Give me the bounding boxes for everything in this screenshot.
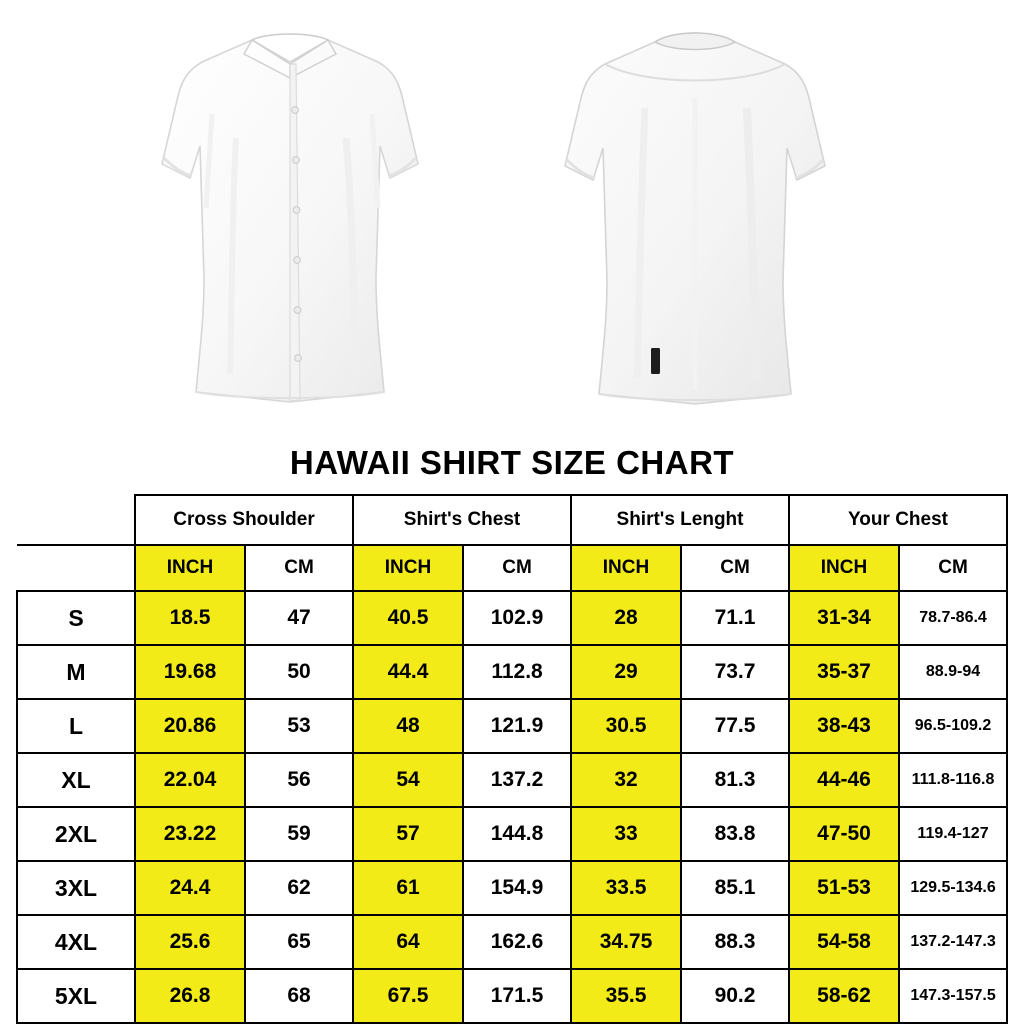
row-size-label: S (17, 591, 135, 645)
cell-length-inch: 35.5 (571, 969, 681, 1023)
unit-header-row (17, 545, 1007, 591)
group-header-shirts-chest: Shirt's Chest (353, 495, 571, 545)
cell-your-chest-cm: 96.5-109.2 (899, 699, 1007, 753)
cell-shoulder-cm: 65 (245, 915, 353, 969)
unit-header-length-inch: INCH (571, 545, 681, 591)
cell-your-chest-cm: 119.4-127 (899, 807, 1007, 861)
cell-your-chest-inch: 51-53 (789, 861, 899, 915)
cell-shoulder-inch: 23.22 (135, 807, 245, 861)
table-row (17, 807, 1007, 861)
group-header-your-chest: Your Chest (789, 495, 1007, 545)
cell-chest-cm: 121.9 (463, 699, 571, 753)
cell-chest-inch: 61 (353, 861, 463, 915)
table-row (17, 699, 1007, 753)
cell-shoulder-inch: 19.68 (135, 645, 245, 699)
table-row (17, 915, 1007, 969)
cell-your-chest-cm: 88.9-94 (899, 645, 1007, 699)
size-chart-table (16, 494, 1008, 1024)
cell-chest-cm: 154.9 (463, 861, 571, 915)
row-size-label: 4XL (17, 915, 135, 969)
cell-your-chest-cm: 129.5-134.6 (899, 861, 1007, 915)
cell-length-cm: 73.7 (681, 645, 789, 699)
cell-your-chest-inch: 44-46 (789, 753, 899, 807)
cell-length-inch: 29 (571, 645, 681, 699)
table-row (17, 645, 1007, 699)
size-rows (17, 591, 1007, 1023)
group-header-shirts-length: Shirt's Lenght (571, 495, 789, 545)
size-table-container (0, 494, 1024, 1024)
cell-chest-inch: 57 (353, 807, 463, 861)
cell-chest-inch: 48 (353, 699, 463, 753)
cell-chest-cm: 171.5 (463, 969, 571, 1023)
group-header-row (17, 495, 1007, 545)
cell-your-chest-cm: 111.8-116.8 (899, 753, 1007, 807)
cell-length-cm: 81.3 (681, 753, 789, 807)
cell-length-cm: 71.1 (681, 591, 789, 645)
cell-shoulder-inch: 25.6 (135, 915, 245, 969)
cell-length-inch: 33 (571, 807, 681, 861)
cell-chest-inch: 40.5 (353, 591, 463, 645)
cell-length-inch: 33.5 (571, 861, 681, 915)
row-size-label: 5XL (17, 969, 135, 1023)
cell-your-chest-cm: 78.7-86.4 (899, 591, 1007, 645)
unit-header-shoulder-cm: CM (245, 545, 353, 591)
cell-your-chest-inch: 31-34 (789, 591, 899, 645)
unit-header-your-chest-cm: CM (899, 545, 1007, 591)
cell-length-cm: 77.5 (681, 699, 789, 753)
cell-chest-cm: 112.8 (463, 645, 571, 699)
cell-length-inch: 34.75 (571, 915, 681, 969)
row-size-label: M (17, 645, 135, 699)
cell-length-inch: 28 (571, 591, 681, 645)
cell-shoulder-inch: 26.8 (135, 969, 245, 1023)
cell-chest-inch: 54 (353, 753, 463, 807)
unit-header-chest-inch: INCH (353, 545, 463, 591)
cell-chest-cm: 162.6 (463, 915, 571, 969)
cell-your-chest-inch: 47-50 (789, 807, 899, 861)
row-size-label: 2XL (17, 807, 135, 861)
cell-length-inch: 32 (571, 753, 681, 807)
cell-shoulder-inch: 22.04 (135, 753, 245, 807)
table-row (17, 969, 1007, 1023)
cell-shoulder-inch: 18.5 (135, 591, 245, 645)
cell-chest-inch: 64 (353, 915, 463, 969)
page-title: HAWAII SHIRT SIZE CHART (289, 444, 735, 481)
shirt-front-image (140, 18, 440, 423)
table-corner-cell (17, 495, 135, 545)
cell-shoulder-cm: 56 (245, 753, 353, 807)
cell-shoulder-cm: 47 (245, 591, 353, 645)
row-size-label: 3XL (17, 861, 135, 915)
cell-length-cm: 88.3 (681, 915, 789, 969)
cell-chest-cm: 144.8 (463, 807, 571, 861)
cell-chest-inch: 44.4 (353, 645, 463, 699)
cell-chest-inch: 67.5 (353, 969, 463, 1023)
unit-corner-cell (17, 545, 135, 591)
group-header-cross-shoulder: Cross Shoulder (135, 495, 353, 545)
cell-length-inch: 30.5 (571, 699, 681, 753)
cell-shoulder-cm: 53 (245, 699, 353, 753)
table-row (17, 753, 1007, 807)
cell-shoulder-cm: 68 (245, 969, 353, 1023)
cell-shoulder-inch: 24.4 (135, 861, 245, 915)
unit-header-chest-cm: CM (463, 545, 571, 591)
cell-your-chest-cm: 137.2-147.3 (899, 915, 1007, 969)
cell-chest-cm: 102.9 (463, 591, 571, 645)
cell-chest-cm: 137.2 (463, 753, 571, 807)
cell-your-chest-inch: 58-62 (789, 969, 899, 1023)
cell-your-chest-inch: 54-58 (789, 915, 899, 969)
cell-shoulder-inch: 20.86 (135, 699, 245, 753)
table-row (17, 591, 1007, 645)
shirt-back-image (545, 18, 845, 423)
row-size-label: L (17, 699, 135, 753)
cell-length-cm: 90.2 (681, 969, 789, 1023)
cell-your-chest-cm: 147.3-157.5 (899, 969, 1007, 1023)
cell-your-chest-inch: 35-37 (789, 645, 899, 699)
unit-header-your-chest-inch: INCH (789, 545, 899, 591)
row-size-label: XL (17, 753, 135, 807)
unit-header-shoulder-inch: INCH (135, 545, 245, 591)
cell-shoulder-cm: 50 (245, 645, 353, 699)
cell-shoulder-cm: 62 (245, 861, 353, 915)
unit-header-length-cm: CM (681, 545, 789, 591)
shirt-illustrations (0, 0, 1024, 440)
cell-your-chest-inch: 38-43 (789, 699, 899, 753)
cell-shoulder-cm: 59 (245, 807, 353, 861)
table-row (17, 861, 1007, 915)
cell-length-cm: 83.8 (681, 807, 789, 861)
cell-length-cm: 85.1 (681, 861, 789, 915)
